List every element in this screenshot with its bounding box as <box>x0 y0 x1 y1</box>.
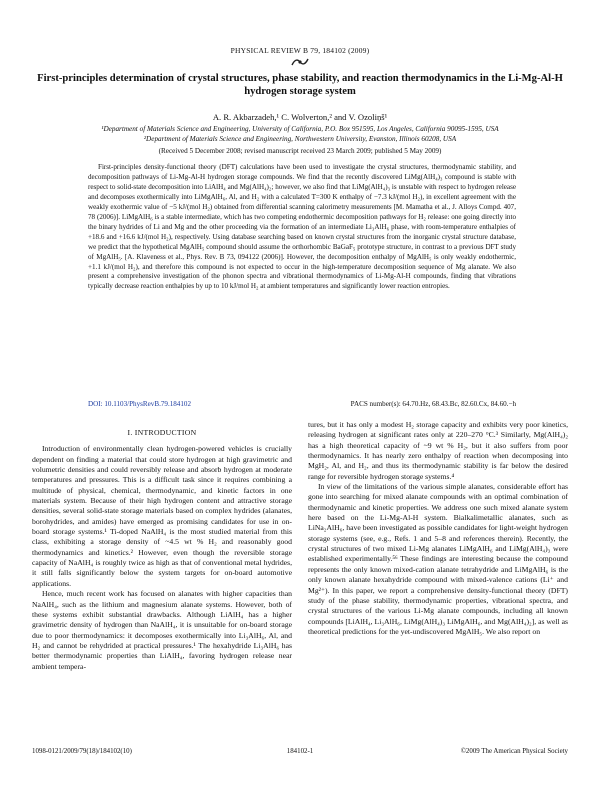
doi-pacs-line <box>88 400 516 408</box>
body-paragraph: Hence, much recent work has focused on alanates with higher capacities than NaAlH₄, such as the lithium and magnesium alanate systems. However, both of these systems exhibit substantial drawbacks. Although LiAlH₄ has a higher gravimetric density of hydrogen than NaAlH₄, it is unsuitable for on-board storage due to poor thermodynamics: it decomposes exothermically into Li₃AlH₆, Al, and H₂ and cannot be rehydrided at practical pressures.¹ The hexahydride Li₃AlH₆ has better thermodynamic properties than LiAlH₄, favoring hydrogen release near ambient tempera- <box>32 589 292 671</box>
affiliation-2: ²Department of Materials Science and Engineering, Northwestern University, Evanston, Illinois 60208, USA <box>143 135 457 143</box>
footer-copyright: ©2009 The American Physical Society <box>460 748 568 755</box>
body-paragraph: Introduction of environmentally clean hydrogen-powered vehicles is crucially dependent on finding a material that could store hydrogen at high gravimetric and volumetric densities and could reversibly release and absorb hydrogen at moderate temperatures and pressures. This is a difficult task since it requires combining a multitude of physical, chemical, thermodynamic, and kinetic factors in one materials system. Because of their high hydrogen content and attractive storage densities, several solid-state storage materials based on complex hydrides (alanates, borohydrides, and amides) have emerged as promising candidates for use in on-board storage systems.¹ Ti-doped NaAlH₄ is the most studied material from this class, exhibiting a storage density of ~4.5 wt % H₂ and reasonably good thermodynamics and kinetics.² However, even though the reversible storage capacity of NaAlH₄ is roughly twice as high as that of conventional metal hydrides, it still falls significantly below the system targets for on-board automotive applications. <box>32 444 292 588</box>
page-number: 184102-1 <box>286 748 314 755</box>
aps-logo-icon <box>289 56 311 68</box>
paper-title: First-principles determination of crystal structures, phase stability, and reaction thermodynamics in the Li-Mg-Al-H hydrogen storage system <box>37 73 563 97</box>
doi-link[interactable]: DOI: 10.1103/PhysRevB.79.184102 <box>88 400 191 408</box>
right-column <box>308 420 568 637</box>
pacs-numbers: PACS number(s): 64.70.Hz, 68.43.Bc, 82.60.Cx, 84.60.−h <box>350 400 516 408</box>
body-paragraph: In view of the limitations of the various simple alanates, considerable effort has gone into searching for mixed alanate compounds with an optimal combination of thermodynamic and kinetic properties. We address one such mixed alanate system here based on the Li-Mg-Al-H system. Bialkalimetallic alanates, such as LiNa₂AlH₆, have been investigated as possible candidates for light-weight hydrogen storage systems (see, e.g., Refs. 1 and 5–8 and references therein). Recently, the crystal structures of two mixed Li-Mg alanates LiMgAlH₆ and LiMg(AlH₄)₃ were established experimentally.⁵⁶ These findings are interesting because the compound represents the only known mixed-cation alanate tetrahydride and LiMgAlH₆ is the only known alanate hexahydride compound with mixed-valence cations (Li⁺ and Mg²⁺). In this paper, we report a comprehensive density-functional theory (DFT) study of the phase stability, thermodynamic properties, vibrational spectra, and crystal structures of the various Li-Mg alanate compounds, including all known compounds [LiAlH₄, Li₃AlH₆, LiMg(AlH₄)₃ LiMgAlH₆, and Mg(AlH₄)₂], as well as theoretical predictions for the yet-undiscovered MgAlH₅. We also report on <box>308 482 568 636</box>
abstract: First-principles density-functional theory (DFT) calculations have been used to investigate the crystal structures, thermodynamic stability, and decomposition pathways of Li-Mg-Al-H hydrogen storage compounds. We find that the recently discovered LiMg(AlH₄)₃ compound is stable with respect to solid-state decomposition into LiAlH₄ and Mg(AlH₄)₂; however, we also find that LiMg(AlH₄)₃ is unstable with respect to hydrogen release and decomposes exothermically into LiMgAlH₆, Al, and H₂ with a calculated T=300 K enthalpy of −7.3 kJ/(mol H₂), in excellent agreement with the weakly exothermic value of −5 kJ/(mol H₂) obtained from differential scanning calorimetry measurements [M. Mamatha et al., J. Alloys Compd. 407, 78 (2006)]. LiMgAlH₆ is a stable intermediate, which has two competing endothermic decomposition pathways for H₂ release: one going directly into the binary hydrides of Li and Mg and the other proceeding via the formation of an intermediate Li₃AlH₆ phase, with room-temperature enthalpies of +18.6 and +16.6 kJ/(mol H₂), respectively. Using database searching based on known crystal structures from the inorganic crystal structure database, we predict that the hypothetical MgAlH₅ compound should assume the orthorhombic BaGaF₅ prototype structure, in contrast to a previous DFT study of MgAlH₅. [A. Klaveness et al., Phys. Rev. B 73, 094122 (2006)]. However, the decomposition enthalpy of MgAlH₅ is only weakly endothermic, +1.1 kJ/(mol H₂), and therefore this compound is not expected to occur in the high-temperature decomposition sequence of Mg alanate. We also present a comprehensive investigation of the phonon spectra and vibrational thermodynamics of Li-Mg-Al-H compounds, finding that vibrations typically decrease reaction enthalpies by up to 10 kJ/mol H₂ at ambient temperatures and significantly lower reaction entropies. <box>88 163 516 291</box>
section-heading: I. INTRODUCTION <box>127 428 197 437</box>
body-paragraph: tures, but it has only a modest H₂ storage capacity and exhibits very poor kinetics, releasing hydrogen at significant rates only at 220–270 °C.³ Similarly, Mg(AlH₄)₂ has a high theoretical capacity of ~9 wt % H₂, but it also suffers from poor thermodynamics. It has nearly zero enthalpy of reaction when decomposing into MgH₂, Al, and H₂, and thus its thermodynamic stability is far below the desired range for reversible hydrogen storage systems.⁴ <box>308 420 568 481</box>
left-column <box>32 420 292 672</box>
author-list: A. R. Akbarzadeh,¹ C. Wolverton,² and V. Ozoliņš¹ <box>212 112 388 122</box>
affiliation-1: ¹Department of Materials Science and Engineering, University of California, P.O. Box 951595, Los Angeles, California 90095-1595, USA <box>101 125 499 133</box>
journal-header: PHYSICAL REVIEW B 79, 184102 (2009) <box>230 46 370 55</box>
footer-issn: 1098-0121/2009/79(18)/184102(10) <box>32 748 132 755</box>
received-dates: (Received 5 December 2008; revised manuscript received 23 March 2009; published 5 May 2009) <box>158 147 442 155</box>
